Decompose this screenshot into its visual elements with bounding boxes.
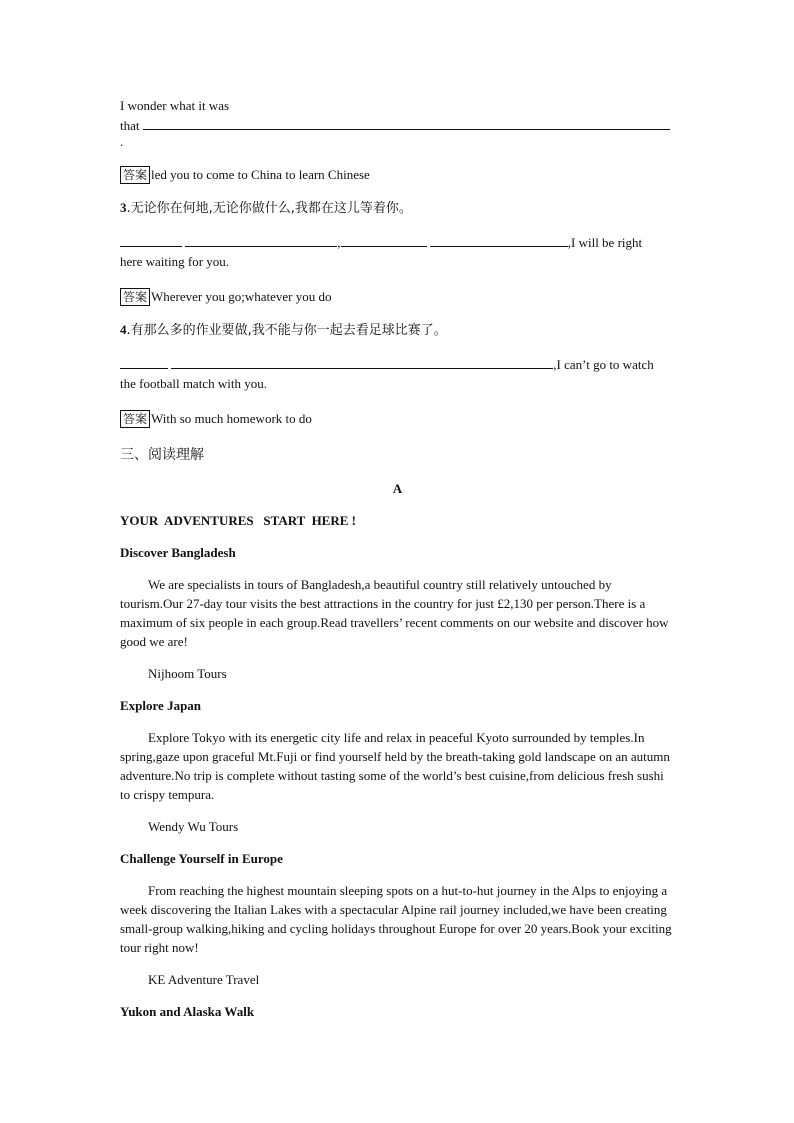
ad-agency: Wendy Wu Tours: [148, 819, 239, 834]
q4-fill-line: [120, 354, 675, 374]
q4-prompt: [120, 320, 675, 340]
q4-answer: [120, 409, 675, 428]
q4-prompt-text: .有那么多的作业要做,我不能与你一起去看足球比赛了。: [126, 323, 447, 338]
q2-answer-badge: 答案: [120, 166, 150, 184]
q4-line2: the football match with you.: [120, 376, 267, 391]
ad-heading: Challenge Yourself in Europe: [120, 851, 283, 866]
ad-heading: Yukon and Alaska Walk: [120, 1004, 255, 1019]
q3-line2: here waiting for you.: [120, 254, 230, 269]
q2-line2-prefix: that: [120, 118, 140, 133]
ad-heading: Explore Japan: [120, 698, 202, 713]
q4-blank-2[interactable]: [171, 354, 553, 369]
q3-answer-badge: 答案: [120, 288, 150, 306]
q4-tail: ,I can’t go to watch: [553, 357, 654, 372]
q4-number: 4: [120, 322, 127, 337]
passage-label: A: [392, 481, 403, 496]
q3-sep: ,: [337, 235, 341, 250]
q3-answer-text: Wherever you go;whatever you do: [151, 289, 332, 304]
q2-line1: I wonder what it was: [120, 98, 230, 113]
q3-prompt: [120, 198, 675, 218]
ad-heading: Discover Bangladesh: [120, 545, 236, 560]
q3-blank-4[interactable]: [430, 232, 568, 247]
passage-headline: YOUR ADVENTURES START HERE !: [120, 513, 356, 528]
ad-agency: Nijhoom Tours: [148, 666, 227, 681]
q3-blank-2[interactable]: [185, 232, 337, 247]
q2-answer-text: led you to come to China to learn Chinese: [151, 167, 370, 182]
q3-blank-3[interactable]: [341, 232, 427, 247]
q3-fill-line: [120, 232, 675, 252]
q2-end-mark: .: [120, 134, 124, 149]
q4-answer-badge: 答案: [120, 410, 150, 428]
q2-answer: [120, 165, 675, 184]
q3-blank-1[interactable]: [120, 232, 182, 247]
section-title: 三、阅读理解: [120, 447, 204, 463]
q2-line2: [120, 115, 675, 135]
q4-blank-1[interactable]: [120, 354, 168, 369]
ad-agency: KE Adventure Travel: [148, 972, 260, 987]
q3-tail: ,I will be right: [567, 235, 643, 250]
q3-prompt-text: .无论你在何地,无论你做什么,我都在这儿等着你。: [126, 201, 412, 216]
ad-body: Explore Tokyo with its energetic city life and relax in peaceful Kyoto surrounded by temples.In spring,gaze upon graceful Mt.Fuji or find yourself held by the breath-taking gold landscape on an autumn adventure.No trip is complete without tasting some of the world’s best cuisine,from delicious fresh sushi to crispy tempura.: [120, 730, 670, 802]
worksheet-page: [120, 96, 675, 1021]
q3-answer: [120, 287, 675, 306]
q2-answer-blank[interactable]: [143, 115, 670, 130]
q4-answer-text: With so much homework to do: [151, 411, 312, 426]
q3-number: 3: [120, 200, 127, 215]
ad-body: We are specialists in tours of Bangladesh,a beautiful country still relatively untouched by tourism.Our 27-day tour visits the best attractions in the country for just £2,130 per person.There is a maximum of six people in each group.Read travellers’ recent comments on our website and discover how good we are!: [120, 577, 669, 649]
ad-body: From reaching the highest mountain sleeping spots on a hut-to-hut journey in the Alps to enjoying a week discovering the Italian Lakes with a spectacular Alpine rail journey included,we have been creating small-group walking,hiking and cycling holidays throughout Europe for over 20 years.Book your exciting tour right now!: [120, 883, 672, 955]
